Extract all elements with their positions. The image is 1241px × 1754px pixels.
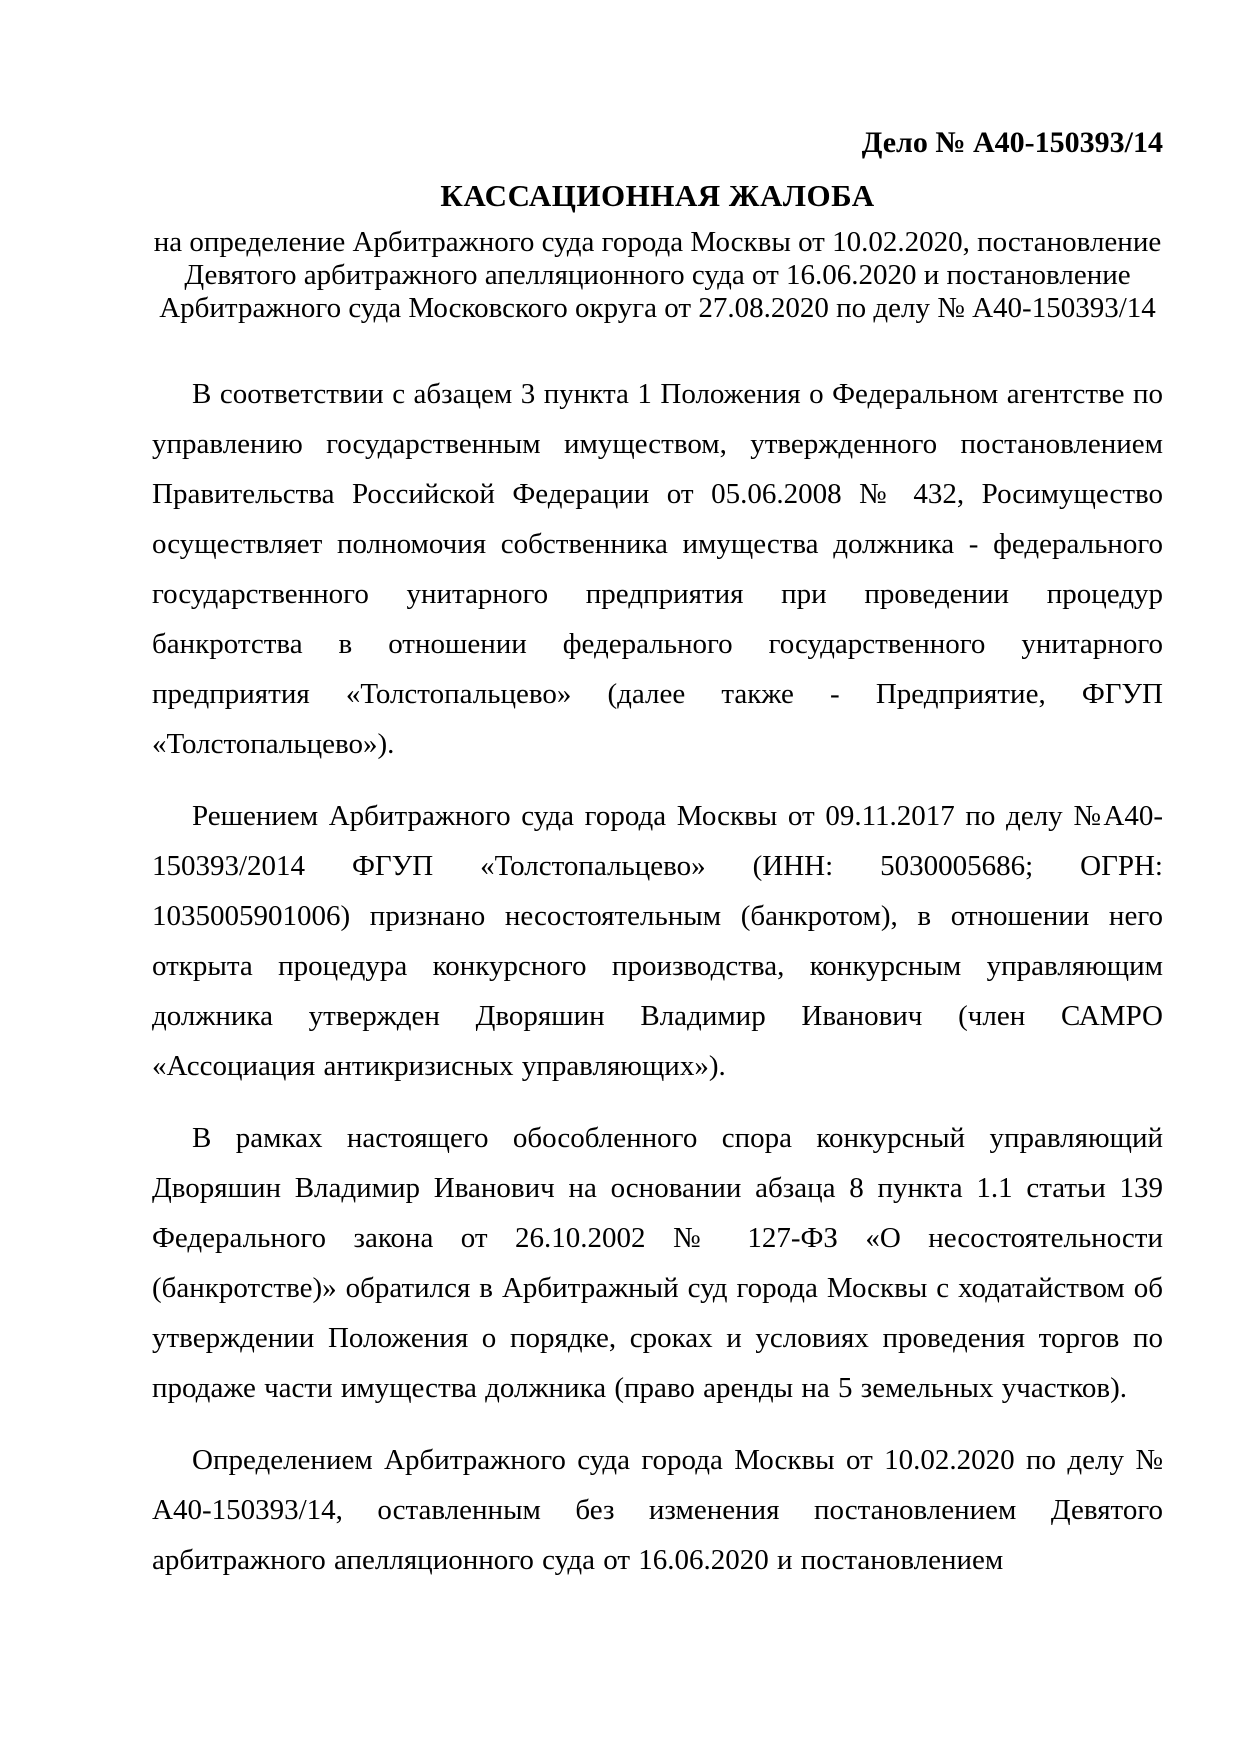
case-number-header: Дело № А40-150393/14 [861,126,1163,159]
document-body [152,369,1163,1585]
document-content [152,0,1163,1607]
body-paragraph-3: В рамках настоящего обособленного спора конкурсный управляющий Дворяшин Владимир Иванович на основании абзаца 8 пункта 1.1 статьи 139 Федерального закона от 26.10.2002 № 127-ФЗ «О несостоятельности (банкротстве)» обратился в Арбитражный суд города Москвы с ходатайством об утверждении Положения о порядке, сроках и условиях проведения торгов по продаже части имущества должника (право аренды на 5 земельных участков). [152,1122,1163,1404]
document-title: КАССАЦИОННАЯ ЖАЛОБА [440,178,875,213]
body-paragraph-1: В соответствии с абзацем 3 пункта 1 Положения о Федеральном агентстве по управлению государственным имуществом, утвержденного постановлением Правительства Российской Федерации от 05.06.2008 № 432, Росимущество осуществляет полномочия собственника имущества должника - федерального государственного унитарного предприятия при проведении процедур банкротства в отношении федерального государственного унитарного предприятия «Толстопальцево» (далее также - Предприятие, ФГУП «Толстопальцево»). [152,378,1163,760]
body-paragraph-4: Определением Арбитражного суда города Москвы от 10.02.2020 по делу № А40-150393/14, оставленным без изменения постановлением Девятого арбитражного апелляционного суда от 16.06.2020 и постановлением [152,1444,1163,1576]
body-paragraph-2: Решением Арбитражного суда города Москвы от 09.11.2017 по делу №А40-150393/2014 ФГУП «Толстопальцево» (ИНН: 5030005686; ОГРН: 1035005901006) признано несостоятельным (банкротом), в отношении него открыта процедура конкурсного производства, конкурсным управляющим должника утвержден Дворяшин Владимир Иванович (член САМРО «Ассоциация антикризисных управляющих»). [152,800,1163,1082]
document-subtitle: на определение Арбитражного суда города Москвы от 10.02.2020, постановление Девятого арбитражного апелляционного суда от 16.06.2020 и постановление Арбитражного суда Московского округа от 27.08.2020 по делу № А40-150393/14 [153,226,1162,324]
